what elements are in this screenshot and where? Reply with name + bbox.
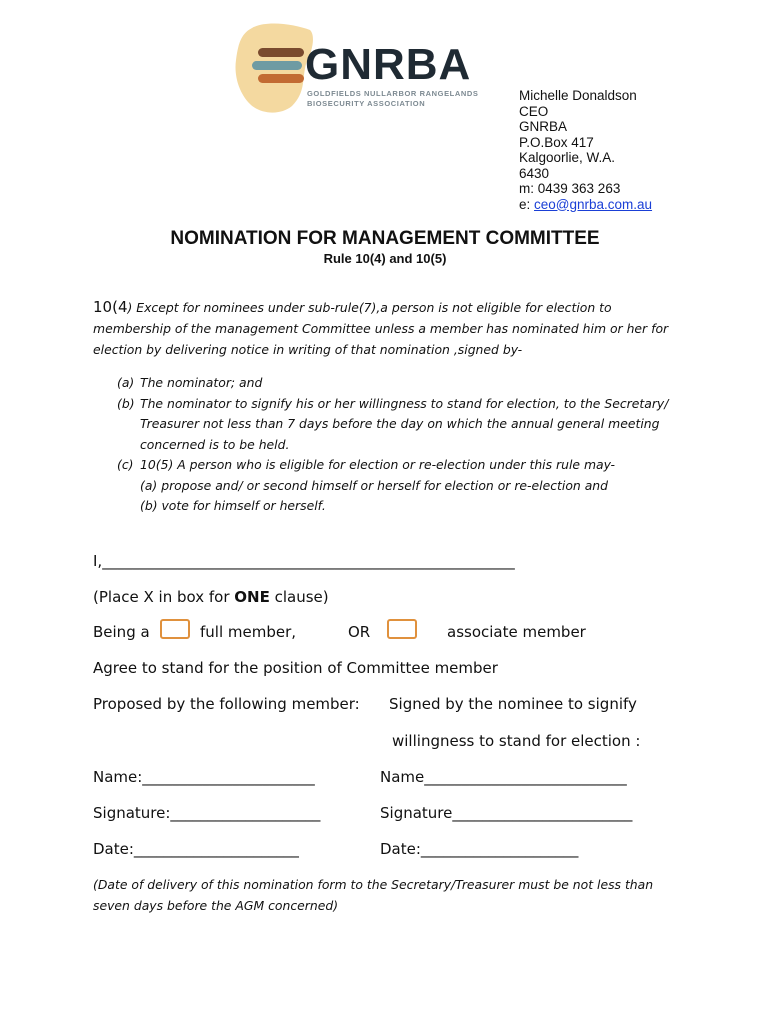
rule-number: 10(4 xyxy=(93,298,128,316)
place-x-suffix: clause) xyxy=(269,588,329,606)
place-x-bold: ONE xyxy=(234,588,270,606)
logo-subtitle-line2: BIOSECURITY ASSOCIATION xyxy=(307,99,426,108)
rule-paragraph xyxy=(93,297,693,360)
being-a-label: Being a xyxy=(93,623,150,641)
list-item xyxy=(117,373,697,394)
logo-wordmark: GNRBA xyxy=(305,40,472,89)
associate-member-label: associate member xyxy=(447,623,586,641)
list-item xyxy=(117,455,697,476)
address-role: CEO xyxy=(519,103,549,119)
rule-text: ) Except for nominees under sub-rule(7),a person is not eligible for election to membership of the management Committee unless a member has nominated him or her for election by delivering notice in writing of that nomination ,signed by- xyxy=(93,300,669,357)
delivery-note: (Date of delivery of this nomination form to the Secretary/Treasurer must be not less than seven days before the AGM concerned) xyxy=(93,877,654,913)
list-item-text: 10(5) A person who is eligible for election or re-election under this rule may- xyxy=(140,457,615,472)
sub-list-item xyxy=(117,496,697,517)
nominee-signature-field[interactable]: Signature________________________ xyxy=(380,804,633,822)
address-phone: m: 0439 363 263 xyxy=(519,181,621,196)
address-org: GNRBA xyxy=(519,119,568,134)
address-name: Michelle Donaldson xyxy=(519,88,637,103)
associate-member-checkbox[interactable] xyxy=(387,619,417,639)
address-email-row xyxy=(519,197,652,213)
address-email-prefix: e: xyxy=(519,196,535,212)
address-po: P.O.Box 417 xyxy=(519,134,594,150)
signed-by-label: Signed by the nominee to signify xyxy=(389,695,637,713)
logo-subtitle xyxy=(307,89,507,109)
sub-list-item-text: (a) propose and/ or second himself or herself for election or re-election and xyxy=(140,477,609,493)
gnrba-logo-icon xyxy=(232,22,316,114)
proposed-by-label: Proposed by the following member: xyxy=(93,695,360,713)
list-item-text: The nominator to signify his or her willingness to stand for election, to the Secretary/ Treasurer not less than 7 days before the day on which the annual general meeting concerned is to be held. xyxy=(140,395,669,452)
nominee-date-field[interactable]: Date:_____________________ xyxy=(380,840,579,858)
sub-list-item xyxy=(117,476,697,497)
or-label: OR xyxy=(348,623,371,641)
nominee-name-line[interactable]: I,_______________________________________________________ xyxy=(93,552,515,570)
full-member-checkbox[interactable] xyxy=(160,619,190,639)
address-city: Kalgoorlie, W.A. xyxy=(519,150,616,165)
page-title: NOMINATION FOR MANAGEMENT COMMITTEE xyxy=(170,228,600,249)
list-item-label: (b) xyxy=(117,395,135,411)
logo-subtitle-line1: GOLDFIELDS NULLARBOR RANGELANDS xyxy=(307,89,479,98)
address-postcode: 6430 xyxy=(519,165,550,181)
rule-items-list xyxy=(117,373,697,517)
agree-statement: Agree to stand for the position of Committee member xyxy=(93,659,498,677)
address-block xyxy=(519,88,652,212)
list-item-label: (a) xyxy=(117,375,135,390)
place-x-prefix: (Place X in box for xyxy=(93,588,235,606)
email-link[interactable]: ceo@gnrba.com.au xyxy=(534,196,653,212)
proposer-name-field[interactable]: Name:_______________________ xyxy=(93,768,315,786)
full-member-label: full member, xyxy=(200,623,297,641)
signed-by-label-cont: willingness to stand for election : xyxy=(392,732,641,750)
list-item xyxy=(117,394,697,456)
nominee-name-field[interactable]: Name___________________________ xyxy=(380,768,627,786)
place-x-instruction xyxy=(93,588,329,606)
list-item-label: (c) xyxy=(117,457,134,472)
proposer-signature-field[interactable]: Signature:____________________ xyxy=(93,804,321,822)
sub-list-item-text: (b) vote for himself or herself. xyxy=(140,498,326,513)
list-item-text: The nominator; and xyxy=(140,375,263,390)
proposer-date-field[interactable]: Date:______________________ xyxy=(93,840,299,858)
page-subtitle: Rule 10(4) and 10(5) xyxy=(323,251,447,266)
